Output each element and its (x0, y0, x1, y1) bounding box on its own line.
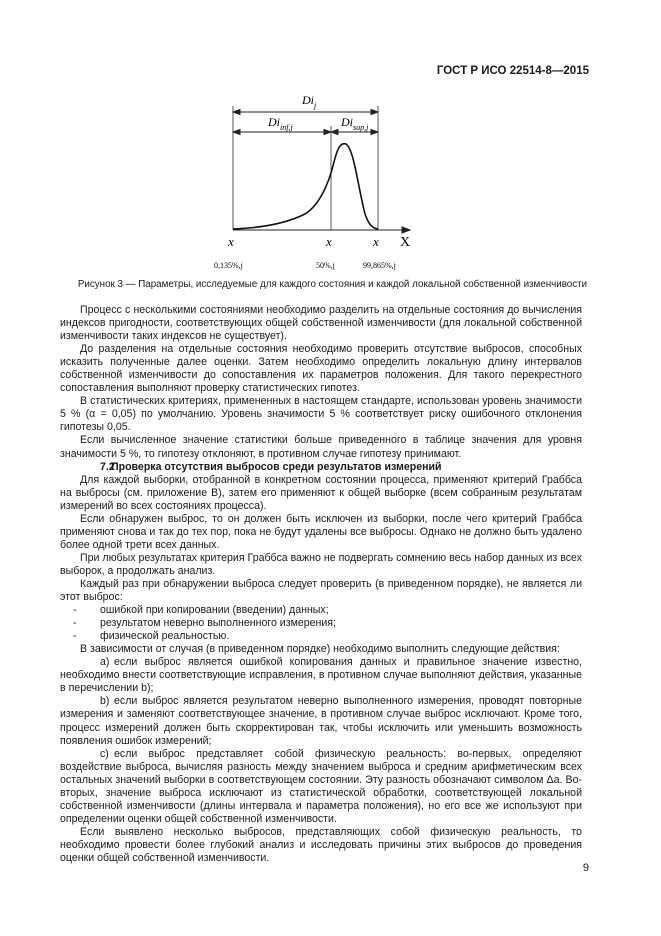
list-item: - ошибкой при копировании (введении) данных; (73, 604, 329, 617)
document-header: ГОСТ Р ИСО 22514-8—2015 (436, 65, 589, 77)
section-title: Проверка отсутствия выбросов среди результатов измерений (111, 460, 442, 473)
paragraph: Каждый раз при обнаружении выброса следует проверить (в приведенном порядке), не является ли этот выброс: (60, 577, 582, 604)
di-sup-label: $Di_{sup,j}$ (341, 115, 369, 132)
paragraph: При любых результатах критерия Граббса важно не подвергать сомнению весь набор данных из всех выборок, а продолжать анализ. (60, 551, 582, 577)
density-curve (233, 144, 378, 229)
q-mid-label: 50%,j (316, 261, 335, 270)
paragraph: В статистических критериях, примененных в настоящем стандарте, использован уровень значимости 5 % (α = 0,05) по умолчанию. Уровень значимости 5 % соответствует риску ошибочного отклонения гипотезы 0,05. (60, 395, 582, 434)
x-left-label: x (228, 234, 234, 249)
enum-item-c: c) если выброс представляет собой физическую реальность: во-первых, определяют воздействие выброса, вычисляя разность между значением выброса и средним арифметическим всех остальных значений выборки в соответствующем состоянии. Эту разность обозначают символом Δa. Во-вторых, значение выброса исключают из статистической обработки, соответствующей локальной собственной изменчивости (длины интервала и параметра положения), но его все же используют при определении оценки общей собственной изменчивости. (60, 747, 582, 825)
figure-caption: Рисунок 3 — Параметры, исследуемые для каждого состояния и каждой локальной собственной изменчивости (77, 279, 588, 290)
enum-item-a: a) если выброс является ошибкой копирования данных и правильное значение известно, необходимо внести соответствующие исправления, в противном случае выполняют действия, указанные в перечислении b); (60, 656, 582, 695)
paragraph: В зависимости от случая (в приведенном порядке) необходимо выполнить следующие действия: (80, 643, 560, 656)
section-number: 7.2 (100, 460, 115, 473)
list-dash: - (73, 630, 77, 643)
list-item: - физической реальностью. (73, 630, 230, 643)
distribution-figure (200, 92, 430, 278)
di-label: $Di_j$ (302, 93, 317, 110)
di-inf-label: $Di_{inf,j}$ (268, 115, 293, 132)
x-axis (233, 227, 410, 233)
paragraph: Процесс с несколькими состояниями необходимо разделить на отдельные состояния до вычисления индексов пригодности, соответствующих общей собственной изменчивости (для локальной собственной изменчивости таких индексов не существует). (60, 304, 582, 343)
page-number: 9 (582, 862, 589, 874)
x-mid-label: x (326, 234, 332, 249)
paragraph: Для каждой выборки, отобранной в конкретном состоянии процесса, применяют критерий Граббса на выбросы (см. приложение В), затем его применяют к общей выборке (всем собранным результатам измерений во всех состояниях процесса). (60, 473, 582, 512)
section-heading (60, 461, 582, 474)
paragraph: Если вычисленное значение статистики больше приведенного в таблице значения для уровня значимости 5 %, то гипотезу отклоняют, в противном случае гипотезу принимают. (60, 434, 582, 460)
list-dash: - (73, 604, 77, 617)
di-arrow (233, 110, 378, 115)
paragraph: До разделения на отдельные состояния необходимо проверить отсутствие выбросов, способных исказить полученные далее оценки. Затем необходимо определить локальную длину интервалов собственной изменчивости до сопоставления их параметров положения. Для такого перекрестного сопоставления выполняют проверку статистических гипотез. (60, 343, 582, 395)
list-dash: - (73, 617, 77, 630)
x-right-label: x (373, 234, 379, 249)
enum-item-b: b) если выброс является результатом неверно выполненного измерения, проводят повторные измерения и заменяют соответствующее значение, в противном случае выброс исключают. Кроме того, процесс измерений должен быть скорректирован так, чтобы исключить или уменьшить возможность появления ошибок измерений; (60, 695, 582, 747)
q-left-label: 0,135%,j (214, 261, 243, 270)
axis-symbol: X (400, 235, 411, 250)
paragraph: Если обнаружен выброс, то он должен быть исключен из выборки, после чего критерий Граббса применяют снова и так до тех пор, пока не будут удалены все выбросы. Однако не должно быть удалено более одной трети всех данных. (60, 512, 582, 551)
body-text (60, 304, 582, 865)
list-item: - результатом неверно выполненного измерения; (73, 617, 336, 630)
paragraph: Если выявлено несколько выбросов, представляющих собой физическую реальность, то необходимо провести более глубокий анализ и исследовать причины этих выбросов до проведения оценки общей собственной изменчивости. (60, 825, 582, 864)
q-right-label: 99,865%,j (363, 261, 396, 270)
